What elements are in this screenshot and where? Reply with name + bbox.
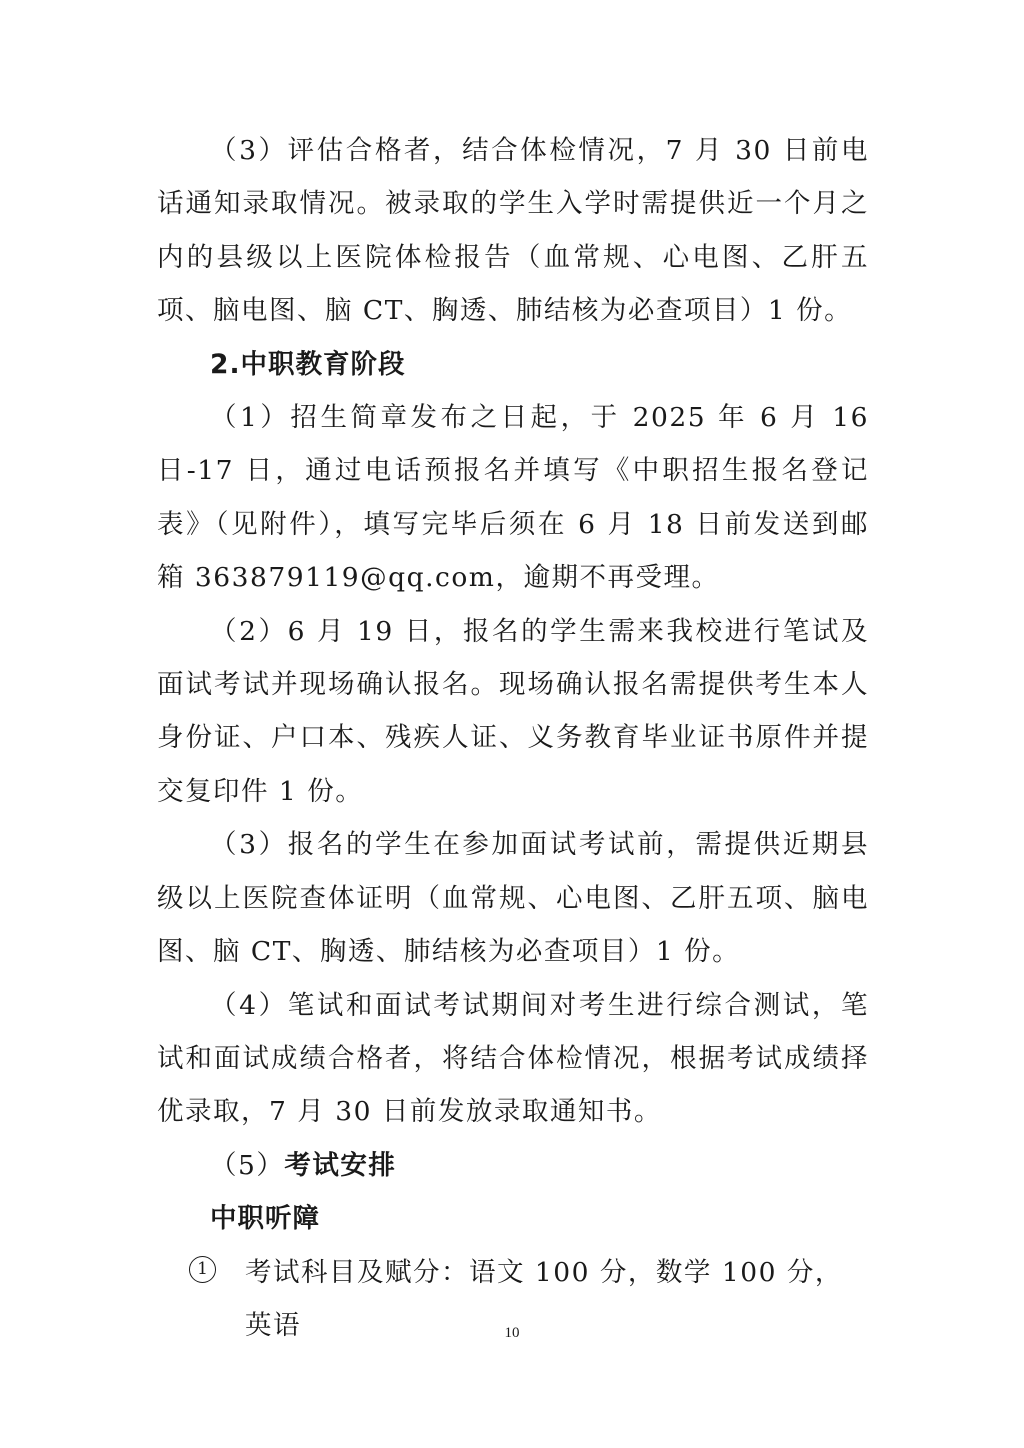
- exam-arrangement-number: （5）: [210, 1149, 285, 1181]
- page-number: 10: [504, 1325, 520, 1341]
- circled-number-marker: 1: [189, 1256, 216, 1283]
- document-body: [157, 124, 869, 1352]
- exam-arrangement-heading: [157, 1139, 869, 1192]
- paragraph-admission: （4）笔试和面试考试期间对考生进行综合测试，笔试和面试成绩合格者，将结合体检情况，根据考试成绩择优录取，7 月 30 日前发放录取通知书。: [157, 989, 869, 1128]
- section-heading-vocational: 2.中职教育阶段: [210, 348, 406, 380]
- paragraph-health-certificate: （3）报名的学生在参加面试考试前，需提供近期县级以上医院查体证明（血常规、心电图、乙肝五项、脑电图、脑 CT、胸透、肺结核为必查项目）1 份。: [157, 829, 869, 968]
- paragraph-exam-confirmation: （2）6 月 19 日，报名的学生需来我校进行笔试及面试考试并现场确认报名。现场确认报名需提供考生本人身份证、户口本、残疾人证、义务教育毕业证书原件并提交复印件 1 份。: [157, 615, 869, 807]
- paragraph-medical-report: （3）评估合格者，结合体检情况，7 月 30 日前电话通知录取情况。被录取的学生入学时需提供近一个月之内的县级以上医院体检报告（血常规、心电图、乙肝五项、脑电图、脑 CT、胸透、肺结核为必查项目）1 份。: [157, 135, 869, 327]
- subheading-hearing-impaired: 中职听障: [210, 1203, 320, 1235]
- list-item-text: 考试科目及赋分：语文 100 分，数学 100 分，英语: [245, 1256, 843, 1341]
- exam-arrangement-title: 考试安排: [284, 1149, 397, 1181]
- paragraph-registration: （1）招生简章发布之日起，于 2025 年 6 月 16 日-17 日，通过电话预报名并填写《中职招生报名登记表》（见附件），填写完毕后须在 6 月 18 日前发送到邮箱 363879119@qq.com，逾期不再受理。: [157, 402, 869, 594]
